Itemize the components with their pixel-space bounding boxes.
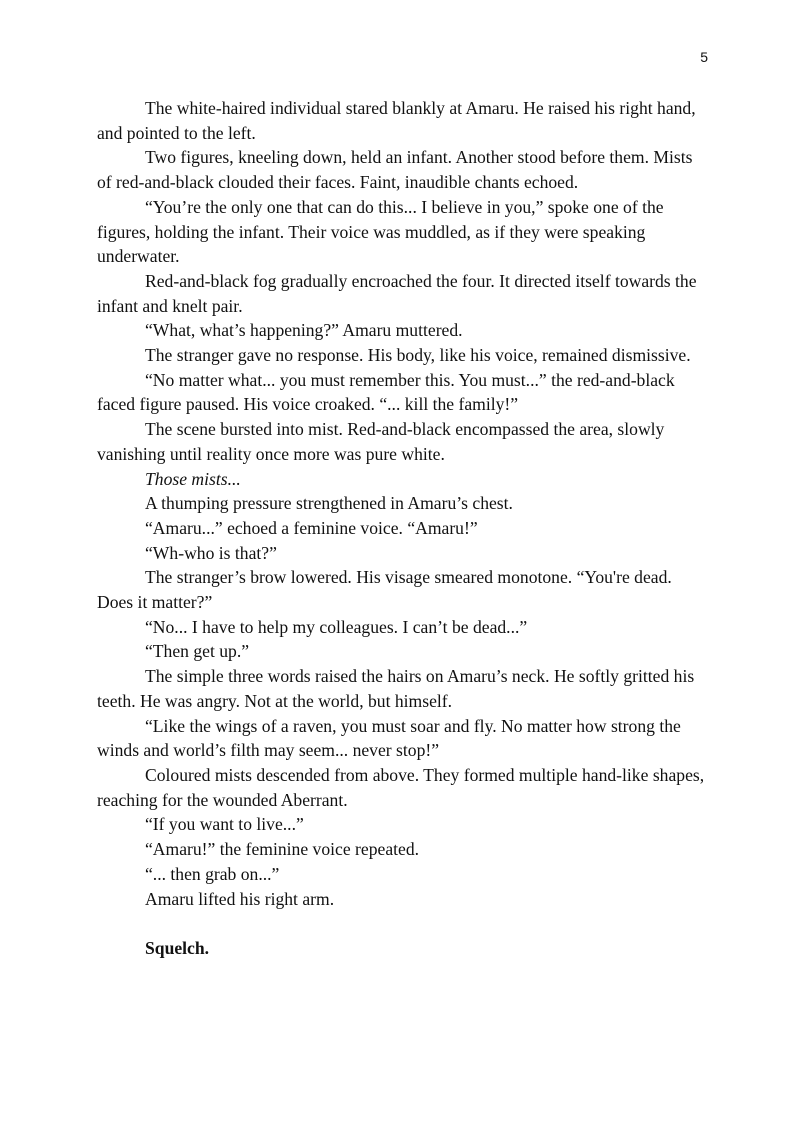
paragraph: The scene bursted into mist. Red-and-black encompassed the area, slowly vanishing until reality once more was pure white. [97, 419, 665, 464]
paragraph: “Wh-who is that?” [145, 542, 277, 563]
paragraph: “No... I have to help my colleagues. I can’t be dead...” [145, 616, 528, 637]
page-number: 5 [700, 49, 708, 65]
paragraph: “If you want to live...” [145, 814, 304, 835]
paragraph: The stranger gave no response. His body, like his voice, remained dismissive. [145, 345, 691, 366]
paragraph: “... then grab on...” [145, 863, 280, 884]
paragraph: The white-haired individual stared blankly at Amaru. He raised his right hand, and pointed to the left. [97, 98, 696, 143]
paragraph: “Then get up.” [145, 641, 250, 662]
paragraph: Amaru lifted his right arm. [145, 888, 335, 909]
paragraph: “What, what’s happening?” Amaru muttered. [145, 320, 463, 341]
paragraph: Red-and-black fog gradually encroached the four. It directed itself towards the infant and knelt pair. [97, 270, 697, 316]
paragraph: “You’re the only one that can do this... I believe in you,” spoke one of the figures, holding the infant. Their voice was muddled, as if they were speaking underwater. [97, 196, 664, 267]
paragraph: The simple three words raised the hairs on Amaru’s neck. He softly gritted his teeth. He was angry. Not at the world, but himself. [97, 666, 695, 711]
paragraph: The stranger’s brow lowered. His visage smeared monotone. “You're dead. Does it matter?” [97, 567, 672, 613]
story-text [97, 96, 709, 961]
paragraph-bold-sfx: Squelch. [145, 937, 210, 958]
paragraph-italic: Those mists... [145, 468, 241, 489]
paragraph: “Amaru...” echoed a feminine voice. “Amaru!” [145, 517, 478, 538]
paragraph: Coloured mists descended from above. They formed multiple hand-like shapes, reaching for the wounded Aberrant. [97, 764, 705, 810]
paragraph: “Amaru!” the feminine voice repeated. [145, 839, 420, 860]
paragraph: A thumping pressure strengthened in Amaru’s chest. [145, 493, 513, 514]
paragraph: “No matter what... you must remember this. You must...” the red-and-black faced figure paused. His voice croaked. “... kill the family!” [97, 369, 675, 415]
paragraph: Two figures, kneeling down, held an infant. Another stood before them. Mists of red-and-black clouded their faces. Faint, inaudible chants echoed. [97, 147, 693, 193]
paragraph: “Like the wings of a raven, you must soar and fly. No matter how strong the winds and world’s filth may seem... never stop!” [97, 715, 681, 761]
